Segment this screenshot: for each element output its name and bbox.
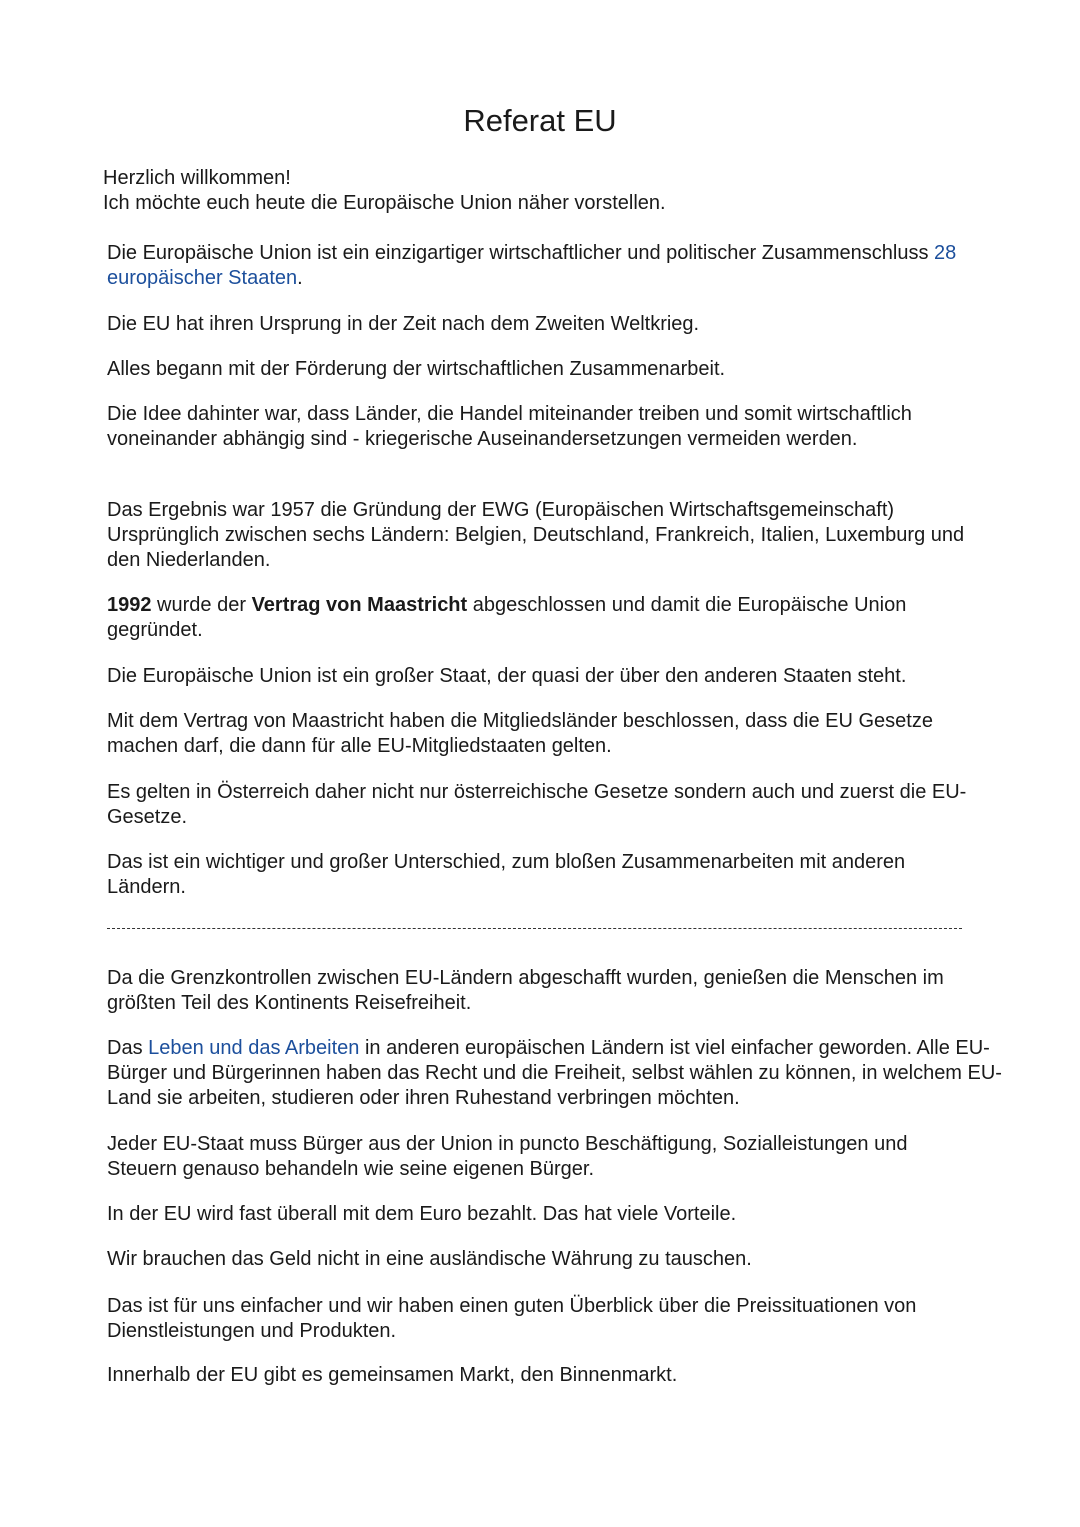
treaty-name: Vertrag von Maastricht	[251, 594, 468, 616]
paragraph-single-market: Innerhalb der EU gibt es gemeinsamen Markt, den Binnenmarkt.	[107, 1364, 678, 1386]
page-title: Referat EU	[463, 103, 617, 138]
link-living-working[interactable]: Leben und das Arbeiten	[148, 1037, 360, 1059]
dashed-divider	[107, 928, 962, 929]
paragraph-origin: Die EU hat ihren Ursprung in der Zeit nach dem Zweiten Weltkrieg.	[107, 313, 700, 335]
year-1992: 1992	[107, 594, 152, 616]
greeting: Herzlich willkommen!	[103, 167, 291, 189]
paragraph-laws: Mit dem Vertrag von Maastricht haben die Mitgliedsländer beschlossen, dass die EU Gesetze machen darf, die dann für alle EU-Mitgliedstaaten gelten.	[107, 710, 933, 757]
link-28-states[interactable]: 28 europäischer Staaten	[107, 242, 957, 289]
paragraph-supranational: Die Europäische Union ist ein großer Staat, der quasi der über den anderen Staaten steht.	[107, 665, 907, 687]
intro-block	[103, 166, 983, 216]
paragraph-equal-treatment: Jeder EU-Staat muss Bürger aus der Union in puncto Beschäftigung, Sozialleistungen und Steuern genauso behandeln wie seine eigenen Bürger.	[107, 1133, 908, 1180]
paragraph-euro: In der EU wird fast überall mit dem Euro bezahlt. Das hat viele Vorteile.	[107, 1203, 737, 1225]
paragraph-overview: Das ist für uns einfacher und wir haben einen guten Überblick über die Preissituationen von Dienstleistungen und Produkten.	[107, 1295, 917, 1342]
paragraph-cooperation: Alles begann mit der Förderung der wirtschaftlichen Zusammenarbeit.	[107, 358, 726, 380]
intro-sentence: Ich möchte euch heute die Europäische Union näher vorstellen.	[103, 192, 666, 214]
paragraph-austria: Es gelten in Österreich daher nicht nur österreichische Gesetze sondern auch und zuerst die EU-Gesetze.	[107, 781, 967, 828]
paragraph-travel: Da die Grenzkontrollen zwischen EU-Ländern abgeschafft wurden, genießen die Menschen im größten Teil des Kontinents Reisefreiheit.	[107, 967, 944, 1014]
paragraph-living-working: Das Leben und das Arbeiten in anderen europäischen Ländern ist viel einfacher geworden. Alle EU-Bürger und Bürgerinnen haben das Recht und die Freiheit, selbst wählen zu können, in welchem EU-Land sie arbeiten, studieren oder ihren Ruhestand verbringen möchten.	[107, 1037, 1002, 1109]
paragraph-ewg: Das Ergebnis war 1957 die Gründung der EWG (Europäischen Wirtschaftsgemeinschaft) Ursprünglich zwischen sechs Ländern: Belgien, Deutschland, Frankreich, Italien, Luxemburg und den Niederlanden.	[107, 499, 965, 571]
paragraph-difference: Das ist ein wichtiger und großer Unterschied, zum bloßen Zusammenarbeiten mit anderen Ländern.	[107, 851, 906, 898]
paragraph-idea: Die Idee dahinter war, dass Länder, die Handel miteinander treiben und somit wirtschaftlich voneinander abhängig sind - kriegerische Auseinandersetzungen vermeiden werden.	[107, 403, 912, 450]
paragraph-currency: Wir brauchen das Geld nicht in eine ausländische Währung zu tauschen.	[107, 1248, 752, 1270]
paragraph-maastricht: 1992 wurde der Vertrag von Maastricht abgeschlossen und damit die Europäische Union gegründet.	[107, 594, 907, 641]
paragraph-eu-definition: Die Europäische Union ist ein einzigartiger wirtschaftlicher und politischer Zusammenschluss 28 europäischer Staaten.	[107, 242, 957, 289]
